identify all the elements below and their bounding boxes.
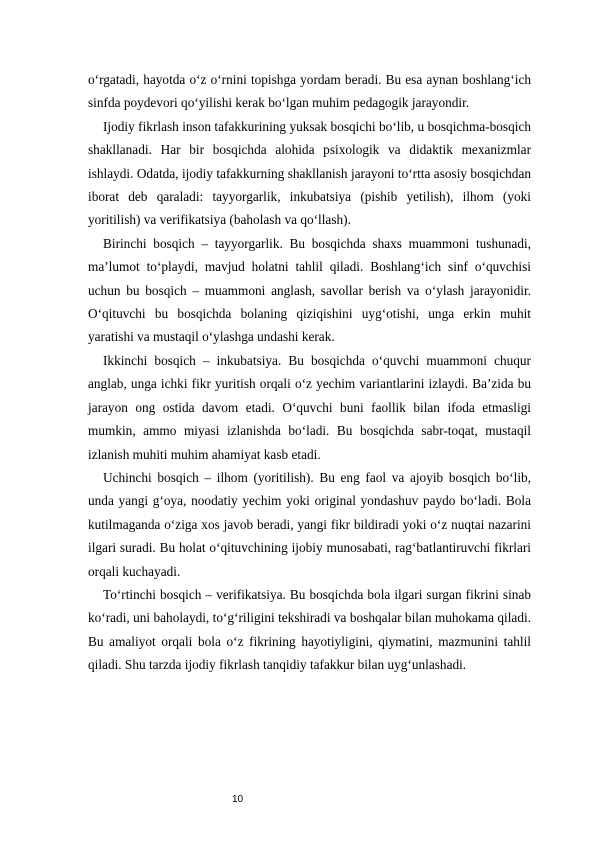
paragraph-stage-four: To‘rtinchi bosqich – verifikatsiya. Bu bosqichda bola ilgari surgan fikrini sinab ko‘radi, uni baholaydi, to‘g‘riligini tekshiradi va boshqalar bilan muhokama qiladi. Bu amaliyot orqali bola o‘z fikrining hayotiyligini, qiymatini, mazmunini tahlil qiladi. Shu tarzda ijodiy fikrlash tanqidiy tafakkur bilan uyg‘unlashadi. bbox=[88, 586, 531, 673]
paragraph-stage-two: Ikkinchi bosqich – inkubatsiya. Bu bosqichda o‘quvchi muammoni chuqur anglab, unga ichki fikr yuritish orqali o‘z yechim variantlarini izlaydi. Ba’zida bu jarayon ong ostida davom etadi. O‘quvchi buni faollik bilan ifoda etmasligi mumkin, ammo miyasi izlanishda bo‘ladi. Bu bosqichda sabr-toqat, mustaqil izlanish muhiti muhim ahamiyat kasb etadi. bbox=[88, 352, 531, 462]
paragraph-continuation: o‘rgatadi, hayotda o‘z o‘rnini topishga yordam beradi. Bu esa aynan boshlang‘ich sinfda poydevori qo‘yilishi kerak bo‘lgan muhim pedagogik jarayondir. bbox=[88, 72, 531, 111]
page-number: 10 bbox=[232, 794, 244, 805]
paragraph-stage-one: Birinchi bosqich – tayyorgarlik. Bu bosqichda shaxs muammoni tushunadi, ma’lumot to‘playdi, mavjud holatni tahlil qiladi. Boshlang‘ich sinf o‘quvchisi uchun bu bosqich – muammoni anglash, savollar berish va o‘ylash jarayonidir. O‘qituvchi bu bosqichda bolaning qiziqishini uyg‘otishi, unga erkin muhit yaratishi va mustaqil o‘ylashga undashi kerak. bbox=[88, 235, 531, 345]
paragraph-stages-intro: Ijodiy fikrlash inson tafakkurining yuksak bosqichi bo‘lib, u bosqichma-bosqich shakllanadi. Har bir bosqichda alohida psixologik va didaktik mexanizmlar ishlaydi. Odatda, ijodiy tafakkurning shakllanish jarayoni to‘rtta asosiy bosqichdan iborat deb qaraladi: tayyorgarlik, inkubatsiya (pishib yetilish), ilhom (yoki yoritilish) va verifikatsiya (baholash va qo‘llash). bbox=[88, 118, 531, 228]
paragraph-stage-three: Uchinchi bosqich – ilhom (yoritilish). Bu eng faol va ajoyib bosqich bo‘lib, unda yangi g‘oya, noodatiy yechim yoki original yondashuv paydo bo‘ladi. Bola kutilmaganda o‘ziga xos javob beradi, yangi fikr bildiradi yoki o‘z nuqtai nazarini ilgari suradi. Bu holat o‘qituvchining ijobiy munosabati, rag‘batlantiruvchi fikrlari orqali kuchayadi. bbox=[88, 469, 531, 579]
body-text bbox=[88, 68, 531, 677]
